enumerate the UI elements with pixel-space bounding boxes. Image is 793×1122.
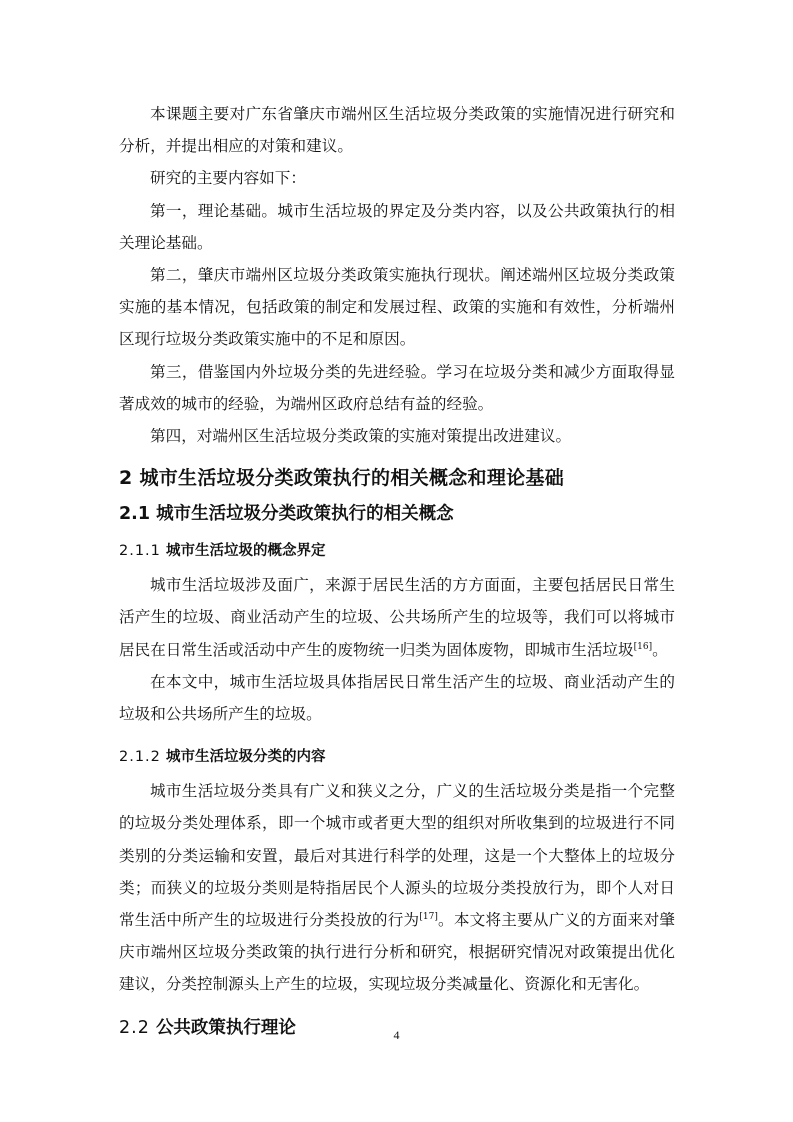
section-2-2-number: 2.2 xyxy=(119,1017,150,1038)
section-2-1-1-paragraph-1 xyxy=(119,569,675,666)
section-2-number: 2 xyxy=(119,467,133,490)
section-2-heading xyxy=(119,460,675,496)
citation-17: [17] xyxy=(419,912,438,923)
section-2-1-title: 城市生活垃圾分类政策执行的相关概念 xyxy=(156,504,454,525)
section-2-1-2-number: 2.1.2 xyxy=(119,749,161,766)
section-2-1-2-paragraph-1-text: 城市生活垃圾分类具有广义和狭义之分，广义的生活垃圾分类是指一个完整的垃圾分类处理体系，即一个城市或者更大型的组织对所收集到的垃圾进行不同类别的分类运输和安置，最后对其进行科学的处理，这是一个大整体上的垃圾分类；而狭义的垃圾分类则是特指居民个人源头的垃圾分类投放行为，即个人对日常生活中所产生的垃圾进行分类投放的行为 xyxy=(119,782,675,930)
section-2-1-1-paragraph-1-end: 。 xyxy=(652,640,668,659)
section-2-1-1-number: 2.1.1 xyxy=(119,543,161,560)
intro-paragraph-6: 第四，对端州区生活垃圾分类政策的实施对策提出改进建议。 xyxy=(150,427,572,446)
page-content xyxy=(119,98,675,1045)
section-2-1-number: 2.1 xyxy=(119,504,151,525)
page-number: 4 xyxy=(393,1028,400,1042)
section-2-1-1-paragraph-1-text: 城市生活垃圾涉及面广，来源于居民生活的方方面面，主要包括居民日常生活产生的垃圾、商业活动产生的垃圾、公共场所产生的垃圾等，我们可以将城市居民在日常生活或活动中产生的废物统一归类为固体废物，即城市生活垃圾 xyxy=(119,576,675,659)
intro-paragraph-3: 第一，理论基础。城市生活垃圾的界定及分类内容，以及公共政策执行的相关理论基础。 xyxy=(119,201,675,252)
intro-paragraph-5: 第三，借鉴国内外垃圾分类的先进经验。学习在垃圾分类和减少方面取得显著成效的城市的经验，为端州区政府总结有益的经验。 xyxy=(119,362,675,413)
section-2-1-1-paragraph-2: 在本文中，城市生活垃圾具体指居民日常生活产生的垃圾、商业活动产生的垃圾和公共场所产生的垃圾。 xyxy=(119,672,675,724)
section-2-1-2-title: 城市生活垃圾分类的内容 xyxy=(165,749,326,766)
section-2-1-1-heading xyxy=(119,536,675,566)
section-2-1-2-heading xyxy=(119,742,675,772)
section-2-1-1-title: 城市生活垃圾的概念界定 xyxy=(165,543,326,560)
section-2-1-2-paragraph-1 xyxy=(119,775,675,1000)
section-2-1-2-paragraph-1-end: 。本文将主要从广义的方面来对肇庆市端州区垃圾分类政策的执行进行分析和研究，根据研究情况对政策提出优化建议，分类控制源头上产生的垃圾，实现垃圾分类减量化、资源化和无害化。 xyxy=(119,911,675,994)
section-2-title: 城市生活垃圾分类政策执行的相关概念和理论基础 xyxy=(139,467,565,490)
section-2-1-heading xyxy=(119,497,675,531)
intro-paragraph-1: 本课题主要对广东省肇庆市端州区生活垃圾分类政策的实施情况进行研究和分析，并提出相应的对策和建议。 xyxy=(119,105,675,156)
intro-paragraph-2: 研究的主要内容如下： xyxy=(150,169,306,188)
section-2-2-title: 公共政策执行理论 xyxy=(155,1017,296,1038)
intro-paragraph-4: 第二，肇庆市端州区垃圾分类政策实施执行现状。阐述端州区垃圾分类政策实施的基本情况，包括政策的制定和发展过程、政策的实施和有效性，分析端州区现行垃圾分类政策实施中的不足和原因。 xyxy=(119,266,675,349)
citation-16: [16] xyxy=(633,641,653,652)
